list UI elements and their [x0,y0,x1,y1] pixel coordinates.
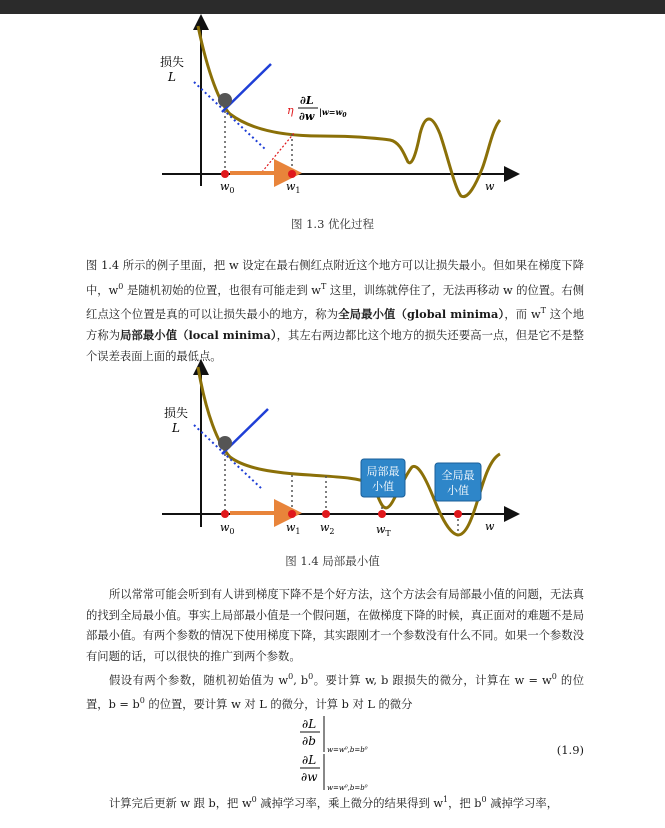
eq-frac1-evaluation: w=w⁰,b=b⁰ [327,746,368,754]
w2-label: $w_2$ [320,521,335,536]
w1-label: $w_1$ [286,521,301,536]
paragraph-local-global-minima [86,256,584,367]
figure-1-3-caption: 图 1.3 优化过程 [290,217,375,231]
global-min-point [454,510,462,518]
eq-frac1-numerator: ∂L [302,717,317,731]
eq-frac2-denominator: ∂w [301,770,318,784]
wT-label: $w_T$ [376,523,391,538]
derivative-annotation [298,94,347,123]
paragraph-3-sup-b: 0 [308,672,314,681]
paragraph-4-text-d: 减掉学习率， [486,796,558,810]
paragraph-4-text-a: 计算完后更新 w 跟 b，把 w [109,796,252,810]
derivative-evaluation: $|w=w_0$ [319,107,347,119]
x-axis-label: w [485,180,495,193]
paragraph-update-rule [86,790,584,814]
eq-frac2-evaluation: w=w⁰,b=b⁰ [327,784,368,792]
w1-point [288,510,296,518]
paragraph-3-text-d: 的位置，b = b [86,673,584,712]
page [0,14,665,828]
global-minimum-box [435,463,481,501]
start-ball [218,436,232,450]
y-axis-label-l: L [172,421,180,435]
derivative-numerator: ∂L [300,94,314,107]
equation-graphic [286,714,396,794]
w0-point [221,510,229,518]
x-axis-label: w [485,520,495,533]
page-top-rule [0,0,665,14]
global-minima-term: 全局最小值（global minima） [338,306,505,321]
paragraph-3-text-e: 的位置，要计算 w 对 L 的微分，计算 b 对 L 的微分 [144,698,413,712]
paragraph-1-text-f: ，其左右两边都比这个地方的损失还要高一点，但是它不是整个误差表面上面的最低点。 [86,329,584,363]
start-ball [218,93,232,107]
paragraph-3-text-b: , b [293,673,309,687]
paragraph-3-sup-d: 0 [139,696,145,706]
paragraph-4-sup-c: 0 [481,795,487,804]
paragraph-two-parameters [86,667,584,716]
w0-label: $w_0$ [220,521,235,536]
paragraph-3-text-a: 假设有两个参数，随机初始值为 w [109,673,289,687]
local-minima-term: 局部最小值（local minima） [120,328,277,343]
w0-label: $w_0$ [220,180,235,195]
paragraph-1-text-c: 这里，训练就停住了，无法再移动 w 的位置。右侧红点这个位置是真的可以让损失最小的地方，称为 [86,283,584,321]
equation-1-9 [86,714,584,794]
global-minimum-box-line2: 小值 [447,484,469,497]
loss-curve [198,367,500,535]
paragraph-1-sup-c: T [540,305,547,315]
eta-symbol: η [287,104,294,117]
paragraph-1-sup-a: 0 [118,281,124,291]
eq-frac2-numerator: ∂L [302,753,317,767]
w1-point [288,170,296,178]
y-axis-label-cn: 损失 [160,55,185,69]
derivative-denominator: ∂w [299,110,315,123]
local-minimum-box-line2: 小值 [372,480,394,493]
paragraph-3-sup-c: 0 [551,672,557,681]
paragraph-1-text-d: ，而 w [504,307,541,321]
paragraph-1-text-a: 图 1.4 所示的例子里面，把 w 设定在最右侧红点附近这个地方可以让损失最小。但如果在梯度下降中，w [86,259,584,297]
paragraph-4-text-c: ，把 b [448,796,482,810]
paragraph-3-sup-a: 0 [288,672,294,681]
paragraph-gradient-descent-discussion: 所以常常可能会听到有人讲到梯度下降不是个好方法，这个方法会有局部最小值的问题，无法真的找到全局最小值。事实上局部最小值是一个假问题，在做梯度下降的时候，真正面对的难题不是局部最小值。有两个参数的情况下使用梯度下降，其实跟刚才一个参数没有什么不同。如果一个参数没有问题的话，可以很快的推广到两个参数。 [86,588,584,663]
gradient-direction-dotted [194,82,265,149]
paragraph-1-text-e: 这个地方称为 [86,307,584,343]
global-minimum-box-line1: 全局最 [441,469,475,482]
wT-point [378,510,386,518]
w1-label: $w_1$ [286,180,301,195]
local-minimum-box [361,459,405,497]
eta-step-line [262,132,295,172]
eq-frac1-denominator: ∂b [302,734,316,748]
figure-1-4-caption: 图 1.4 局部最小值 [285,554,380,568]
paragraph-1-sup-b: T [320,281,327,291]
figure-1-4 [150,359,530,549]
paragraph-4-text-b: 减掉学习率，乘上微分的结果得到 w [256,796,444,810]
equation-number: (1.9) [556,743,584,757]
y-axis-label-l: L [168,70,176,84]
y-axis-label-cn: 损失 [164,406,189,420]
paragraph-1-text-b: 是随机初始的位置，也很有可能走到 w [123,283,321,297]
paragraph-4-sup-b: 1 [443,795,449,804]
paragraph-4-sup-a: 0 [251,795,257,804]
w2-point [322,510,330,518]
paragraph-3-text-c: 。要计算 w, b 跟损失的微分，计算在 w = w [313,673,552,687]
w0-point [221,170,229,178]
figure-1-3 [150,14,530,214]
local-minimum-box-line1: 局部最 [366,465,400,478]
gradient-direction-dotted [194,425,262,489]
